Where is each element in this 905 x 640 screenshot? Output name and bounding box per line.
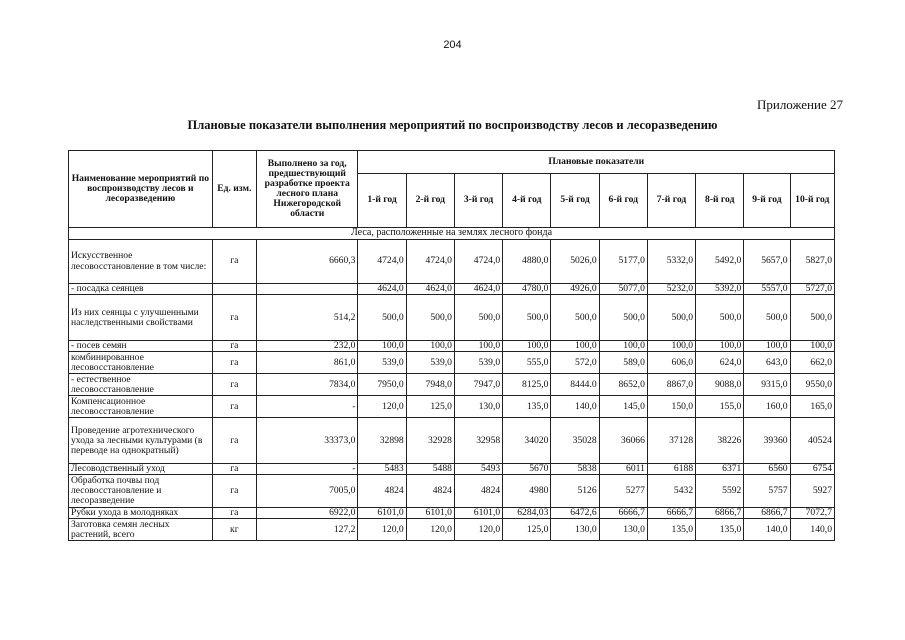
cell-year-value: 5657,0 (744, 240, 790, 284)
cell-activity-name: Компенсационное лесовосстановление (69, 396, 213, 418)
cell-unit: га (212, 508, 256, 519)
cell-year-value: 6666,7 (647, 508, 695, 519)
cell-year-value: 130,0 (599, 519, 647, 541)
cell-year-value: 643,0 (744, 352, 790, 374)
cell-year-value: 120,0 (358, 396, 406, 418)
cell-year-value: 500,0 (406, 295, 454, 341)
cell-year-value: 100,0 (406, 341, 454, 352)
cell-year-value: 9088,0 (696, 374, 744, 396)
cell-unit: га (212, 418, 256, 464)
cell-year-value: 7950,0 (358, 374, 406, 396)
cell-year-value: 500,0 (358, 295, 406, 341)
cell-year-value: 125,0 (503, 519, 551, 541)
cell-year-value: 6666,7 (599, 508, 647, 519)
cell-year-value: 7072,7 (790, 508, 834, 519)
table-row (69, 475, 835, 508)
header-year: 10-й год (790, 174, 834, 228)
cell-activity-name: Заготовка семян лесных растений, всего (69, 519, 213, 541)
cell-done-value: 6660,3 (256, 240, 358, 284)
cell-done-value: 127,2 (256, 519, 358, 541)
cell-done-value: 6922,0 (256, 508, 358, 519)
cell-year-value: 36066 (599, 418, 647, 464)
cell-activity-name: комбинированное лесовосстановление (69, 352, 213, 374)
cell-unit: га (212, 475, 256, 508)
cell-activity-name: - естественное лесовосстановление (69, 374, 213, 396)
cell-year-value: 500,0 (790, 295, 834, 341)
cell-year-value: 135,0 (647, 519, 695, 541)
cell-year-value: 5492,0 (696, 240, 744, 284)
cell-year-value: 8867,0 (647, 374, 695, 396)
cell-year-value: 160,0 (744, 396, 790, 418)
cell-year-value: 6284,03 (503, 508, 551, 519)
table-row (69, 284, 835, 295)
header-done: Выполнено за год, предшествующий разработке проекта лесного плана Нижегородской области (256, 151, 358, 228)
cell-unit: га (212, 374, 256, 396)
cell-unit: га (212, 295, 256, 341)
cell-year-value: 35028 (551, 418, 599, 464)
cell-year-value: 100,0 (647, 341, 695, 352)
cell-year-value: 5232,0 (647, 284, 695, 295)
cell-year-value: 6866,7 (744, 508, 790, 519)
header-year: 7-й год (647, 174, 695, 228)
header-year: 8-й год (696, 174, 744, 228)
table-row (69, 352, 835, 374)
cell-done-value: 514,2 (256, 295, 358, 341)
cell-year-value: 589,0 (599, 352, 647, 374)
table-row (69, 341, 835, 352)
cell-year-value: 9550,0 (790, 374, 834, 396)
header-year: 3-й год (454, 174, 502, 228)
cell-year-value: 6560 (744, 464, 790, 475)
cell-year-value: 125,0 (406, 396, 454, 418)
header-year: 6-й год (599, 174, 647, 228)
cell-year-value: 135,0 (503, 396, 551, 418)
cell-year-value: 5727,0 (790, 284, 834, 295)
cell-year-value: 39360 (744, 418, 790, 464)
cell-year-value: 4824 (406, 475, 454, 508)
table-row (69, 396, 835, 418)
cell-done-value: 861,0 (256, 352, 358, 374)
cell-done-value: 232,0 (256, 341, 358, 352)
cell-year-value: 4724,0 (358, 240, 406, 284)
cell-year-value: 4880,0 (503, 240, 551, 284)
page-number: 204 (443, 39, 462, 51)
cell-year-value: 100,0 (358, 341, 406, 352)
cell-year-value: 4724,0 (454, 240, 502, 284)
cell-done-value: 7834,0 (256, 374, 358, 396)
cell-year-value: 32928 (406, 418, 454, 464)
cell-year-value: 100,0 (599, 341, 647, 352)
header-year: 5-й год (551, 174, 599, 228)
cell-year-value: 140,0 (790, 519, 834, 541)
appendix-label: Приложение 27 (756, 97, 843, 112)
cell-year-value: 130,0 (551, 519, 599, 541)
cell-year-value: 32898 (358, 418, 406, 464)
cell-year-value: 5757 (744, 475, 790, 508)
table-row (69, 295, 835, 341)
cell-year-value: 34020 (503, 418, 551, 464)
cell-year-value: 500,0 (696, 295, 744, 341)
cell-activity-name: - посадка сеянцев (69, 284, 213, 295)
cell-year-value: 100,0 (503, 341, 551, 352)
cell-year-value: 5177,0 (599, 240, 647, 284)
cell-done-value (256, 284, 358, 295)
table-row (69, 240, 835, 284)
cell-year-value: 140,0 (551, 396, 599, 418)
cell-activity-name: Рубки ухода в молодняках (69, 508, 213, 519)
cell-year-value: 6101,0 (406, 508, 454, 519)
cell-year-value: 500,0 (744, 295, 790, 341)
cell-year-value: 5392,0 (696, 284, 744, 295)
cell-year-value: 150,0 (647, 396, 695, 418)
cell-year-value: 5827,0 (790, 240, 834, 284)
header-year: 2-й год (406, 174, 454, 228)
cell-year-value: 6101,0 (358, 508, 406, 519)
cell-year-value: 120,0 (454, 519, 502, 541)
cell-year-value: 4624,0 (406, 284, 454, 295)
cell-year-value: 500,0 (551, 295, 599, 341)
cell-activity-name: Искусственное лесовосстановление в том числе: (69, 240, 213, 284)
cell-year-value: 100,0 (744, 341, 790, 352)
plan-table (68, 150, 835, 541)
table-row (69, 418, 835, 464)
cell-year-value: 572,0 (551, 352, 599, 374)
cell-year-value: 140,0 (744, 519, 790, 541)
cell-year-value: 4824 (358, 475, 406, 508)
cell-year-value: 145,0 (599, 396, 647, 418)
cell-year-value: 5557,0 (744, 284, 790, 295)
cell-activity-name: - посев семян (69, 341, 213, 352)
cell-year-value: 155,0 (696, 396, 744, 418)
cell-year-value: 100,0 (454, 341, 502, 352)
cell-year-value: 5483 (358, 464, 406, 475)
cell-year-value: 5432 (647, 475, 695, 508)
cell-year-value: 6371 (696, 464, 744, 475)
cell-year-value: 5493 (454, 464, 502, 475)
cell-year-value: 6754 (790, 464, 834, 475)
cell-year-value: 539,0 (454, 352, 502, 374)
cell-year-value: 8444.0 (551, 374, 599, 396)
cell-unit: га (212, 341, 256, 352)
cell-year-value: 165,0 (790, 396, 834, 418)
section-label: Леса, расположенные на землях лесного фонда (69, 228, 835, 240)
cell-year-value: 135,0 (696, 519, 744, 541)
cell-year-value: 8125,0 (503, 374, 551, 396)
cell-year-value: 5670 (503, 464, 551, 475)
cell-year-value: 7948,0 (406, 374, 454, 396)
cell-year-value: 4926,0 (551, 284, 599, 295)
cell-year-value: 40524 (790, 418, 834, 464)
cell-year-value: 5592 (696, 475, 744, 508)
cell-year-value: 37128 (647, 418, 695, 464)
cell-year-value: 100,0 (696, 341, 744, 352)
cell-year-value: 6866,7 (696, 508, 744, 519)
cell-year-value: 539,0 (406, 352, 454, 374)
cell-unit (212, 284, 256, 295)
header-year: 1-й год (358, 174, 406, 228)
table-row (69, 374, 835, 396)
cell-unit: га (212, 396, 256, 418)
cell-activity-name: Проведение агротехнического ухода за лесными культурами (в переводе на однократный) (69, 418, 213, 464)
cell-activity-name: Лесоводственный уход (69, 464, 213, 475)
cell-year-value: 4780,0 (503, 284, 551, 295)
cell-done-value: - (256, 464, 358, 475)
cell-year-value: 6472,6 (551, 508, 599, 519)
header-unit: Ед. изм. (212, 151, 256, 228)
cell-year-value: 32958 (454, 418, 502, 464)
cell-unit: га (212, 352, 256, 374)
cell-year-value: 662,0 (790, 352, 834, 374)
cell-year-value: 500,0 (599, 295, 647, 341)
cell-year-value: 5077,0 (599, 284, 647, 295)
cell-unit: га (212, 240, 256, 284)
cell-year-value: 500,0 (647, 295, 695, 341)
cell-year-value: 100,0 (551, 341, 599, 352)
cell-year-value: 130,0 (454, 396, 502, 418)
cell-year-value: 539,0 (358, 352, 406, 374)
header-name: Наименование мероприятий по воспроизводству лесов и лесоразведению (69, 151, 213, 228)
header-year: 9-й год (744, 174, 790, 228)
cell-year-value: 9315,0 (744, 374, 790, 396)
cell-done-value: 33373,0 (256, 418, 358, 464)
cell-year-value: 120,0 (406, 519, 454, 541)
cell-year-value: 4824 (454, 475, 502, 508)
cell-year-value: 624,0 (696, 352, 744, 374)
header-year: 4-й год (503, 174, 551, 228)
table-row (69, 508, 835, 519)
cell-unit: кг (212, 519, 256, 541)
cell-year-value: 4724,0 (406, 240, 454, 284)
cell-year-value: 5277 (599, 475, 647, 508)
cell-year-value: 6101,0 (454, 508, 502, 519)
cell-unit: га (212, 464, 256, 475)
table-row (69, 464, 835, 475)
cell-year-value: 100,0 (790, 341, 834, 352)
cell-year-value: 500,0 (503, 295, 551, 341)
cell-activity-name: Обработка почвы под лесовосстановление и лесоразведение (69, 475, 213, 508)
table-row (69, 519, 835, 541)
cell-done-value: - (256, 396, 358, 418)
cell-year-value: 4980 (503, 475, 551, 508)
cell-year-value: 5126 (551, 475, 599, 508)
cell-year-value: 38226 (696, 418, 744, 464)
cell-year-value: 120,0 (358, 519, 406, 541)
cell-year-value: 5026,0 (551, 240, 599, 284)
cell-year-value: 4624,0 (454, 284, 502, 295)
table-body (69, 228, 835, 541)
document-title: Плановые показатели выполнения мероприятий по воспроизводству лесов и лесоразведению (187, 118, 718, 132)
cell-activity-name: Из них сеянцы с улучшенными наследственными свойствами (69, 295, 213, 341)
cell-year-value: 5927 (790, 475, 834, 508)
cell-done-value: 7005,0 (256, 475, 358, 508)
cell-year-value: 500,0 (454, 295, 502, 341)
cell-year-value: 5488 (406, 464, 454, 475)
cell-year-value: 4624,0 (358, 284, 406, 295)
cell-year-value: 5838 (551, 464, 599, 475)
header-planned: Плановые показатели (358, 151, 835, 174)
cell-year-value: 8652,0 (599, 374, 647, 396)
cell-year-value: 6011 (599, 464, 647, 475)
cell-year-value: 555,0 (503, 352, 551, 374)
cell-year-value: 7947,0 (454, 374, 502, 396)
cell-year-value: 6188 (647, 464, 695, 475)
cell-year-value: 5332,0 (647, 240, 695, 284)
cell-year-value: 606,0 (647, 352, 695, 374)
